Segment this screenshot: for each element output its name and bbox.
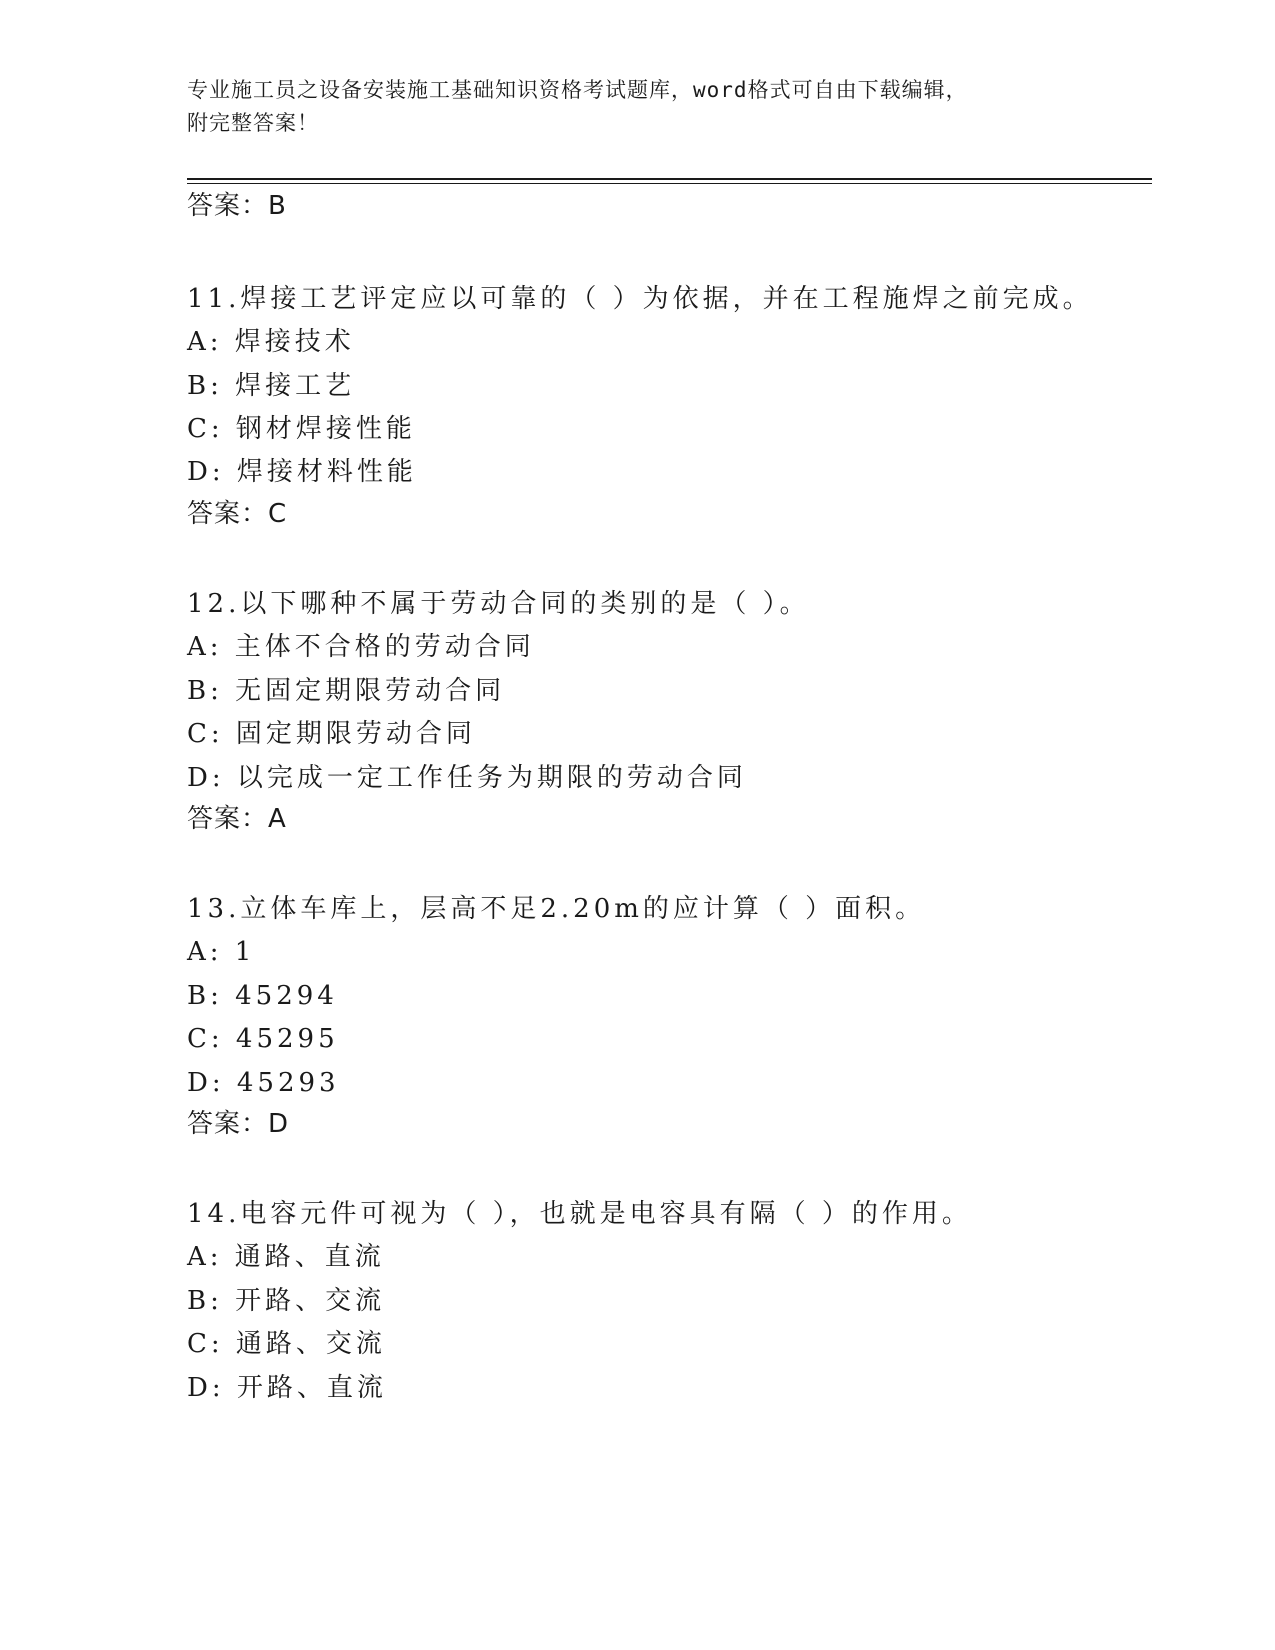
- option-a: A: 1: [187, 937, 256, 967]
- option-c: C: 钢材焊接性能: [187, 414, 416, 444]
- option-a: A: 焊接技术: [187, 327, 355, 357]
- option-b: B: 45294: [187, 981, 338, 1011]
- answer: 答案：A: [187, 804, 287, 834]
- document-header: [187, 74, 1067, 140]
- answer: 答案：C: [187, 499, 288, 529]
- question-stem: 14.电容元件可视为（ ），也就是电容具有隔（ ）的作用。: [187, 1199, 972, 1229]
- option-d: D: 以完成一定工作任务为期限的劳动合同: [187, 763, 747, 793]
- option-d: D: 焊接材料性能: [187, 457, 417, 487]
- option-d: D: 45293: [187, 1068, 340, 1098]
- option-b: B: 开路、交流: [187, 1286, 386, 1316]
- question-stem: 12.以下哪种不属于劳动合同的类别的是（ ）。: [187, 589, 810, 619]
- option-b: B: 无固定期限劳动合同: [187, 676, 506, 706]
- header-divider: [187, 178, 1152, 180]
- option-d: D: 开路、直流: [187, 1373, 387, 1403]
- previous-answer: 答案：B: [187, 191, 287, 221]
- header-line-2: 附完整答案！: [187, 111, 319, 135]
- header-divider-thin: [187, 183, 1152, 184]
- option-c: C: 45295: [187, 1024, 339, 1054]
- question-stem: 13.立体车库上，层高不足2.20m的应计算（ ）面积。: [187, 894, 926, 924]
- question-stem: 11.焊接工艺评定应以可靠的（ ）为依据，并在工程施焊之前完成。: [187, 284, 1093, 314]
- header-line-1: 专业施工员之设备安装施工基础知识资格考试题库，word格式可自由下载编辑，: [187, 78, 968, 102]
- answer: 答案：D: [187, 1109, 290, 1139]
- option-c: C: 通路、交流: [187, 1329, 386, 1359]
- option-c: C: 固定期限劳动合同: [187, 719, 476, 749]
- option-a: A: 通路、直流: [187, 1242, 385, 1272]
- option-b: B: 焊接工艺: [187, 371, 356, 401]
- option-a: A: 主体不合格的劳动合同: [187, 632, 535, 662]
